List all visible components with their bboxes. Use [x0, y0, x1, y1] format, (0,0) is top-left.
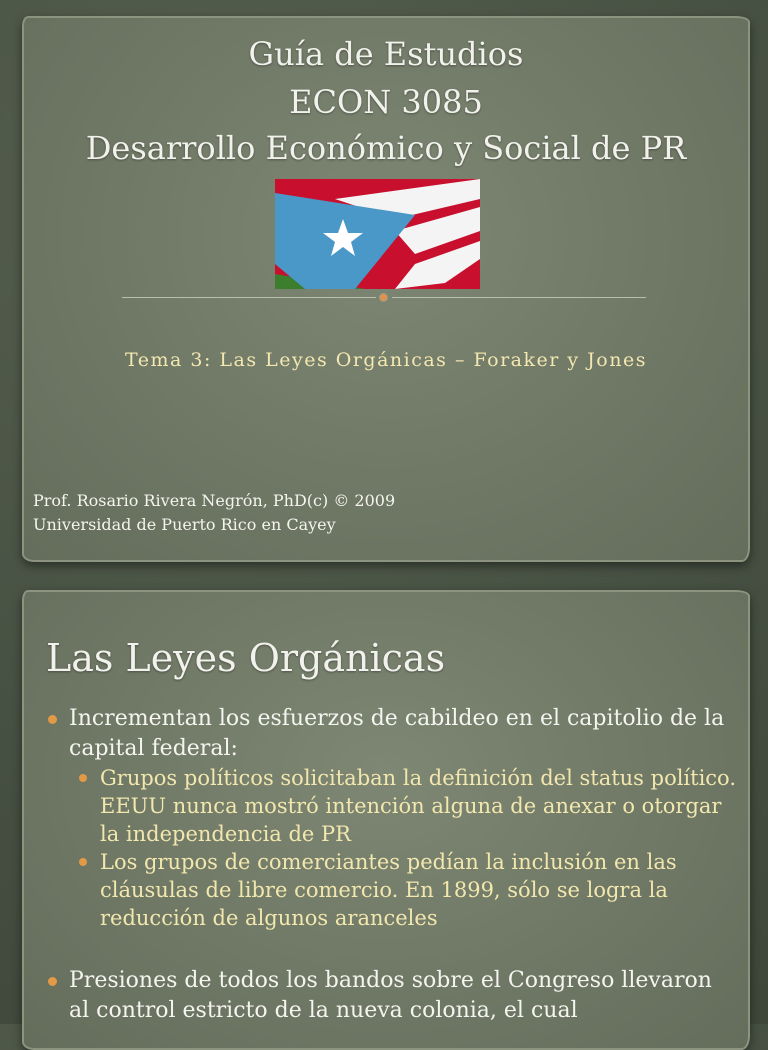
divider-dot — [380, 294, 387, 301]
divider-left — [122, 297, 376, 298]
institution-credit: Universidad de Puerto Rico en Cayey — [33, 515, 336, 534]
bullet-item: Incrementan los esfuerzos de cabildeo en el capitolio de la capital federal: — [46, 704, 736, 764]
divider-right — [392, 297, 646, 298]
slide-subtitle: Tema 3: Las Leyes Orgánicas – Foraker y Jones — [125, 349, 647, 371]
content-slide — [22, 590, 750, 1050]
puerto-rico-flag-image — [275, 179, 480, 289]
bullet-item: Presiones de todos los bandos sobre el Congreso llevaron al control estricto de la nueva colonia, el cual — [46, 966, 736, 1026]
slide-title-line-3: Desarrollo Económico y Social de PR — [85, 129, 687, 167]
author-credit: Prof. Rosario Rivera Negrón, PhD(c) © 2009 — [33, 491, 396, 510]
sub-bullet-item: Grupos políticos solicitaban la definición del status político. EEUU nunca mostró intención alguna de anexar o otorgar la independencia de PR — [46, 764, 736, 848]
title-slide — [22, 16, 750, 562]
bullet-list — [46, 704, 736, 1026]
slide-heading: Las Leyes Orgánicas — [46, 636, 446, 680]
sub-bullet-item: Los grupos de comerciantes pedían la inclusión en las cláusulas de libre comercio. En 1899, sólo se logra la reducción de algunos aranceles — [46, 848, 736, 932]
flag-icon — [275, 179, 480, 289]
bullet-spacer — [46, 932, 736, 966]
slide-title-line-2: ECON 3085 — [289, 83, 483, 121]
slide-title-line-1: Guía de Estudios — [248, 35, 524, 73]
